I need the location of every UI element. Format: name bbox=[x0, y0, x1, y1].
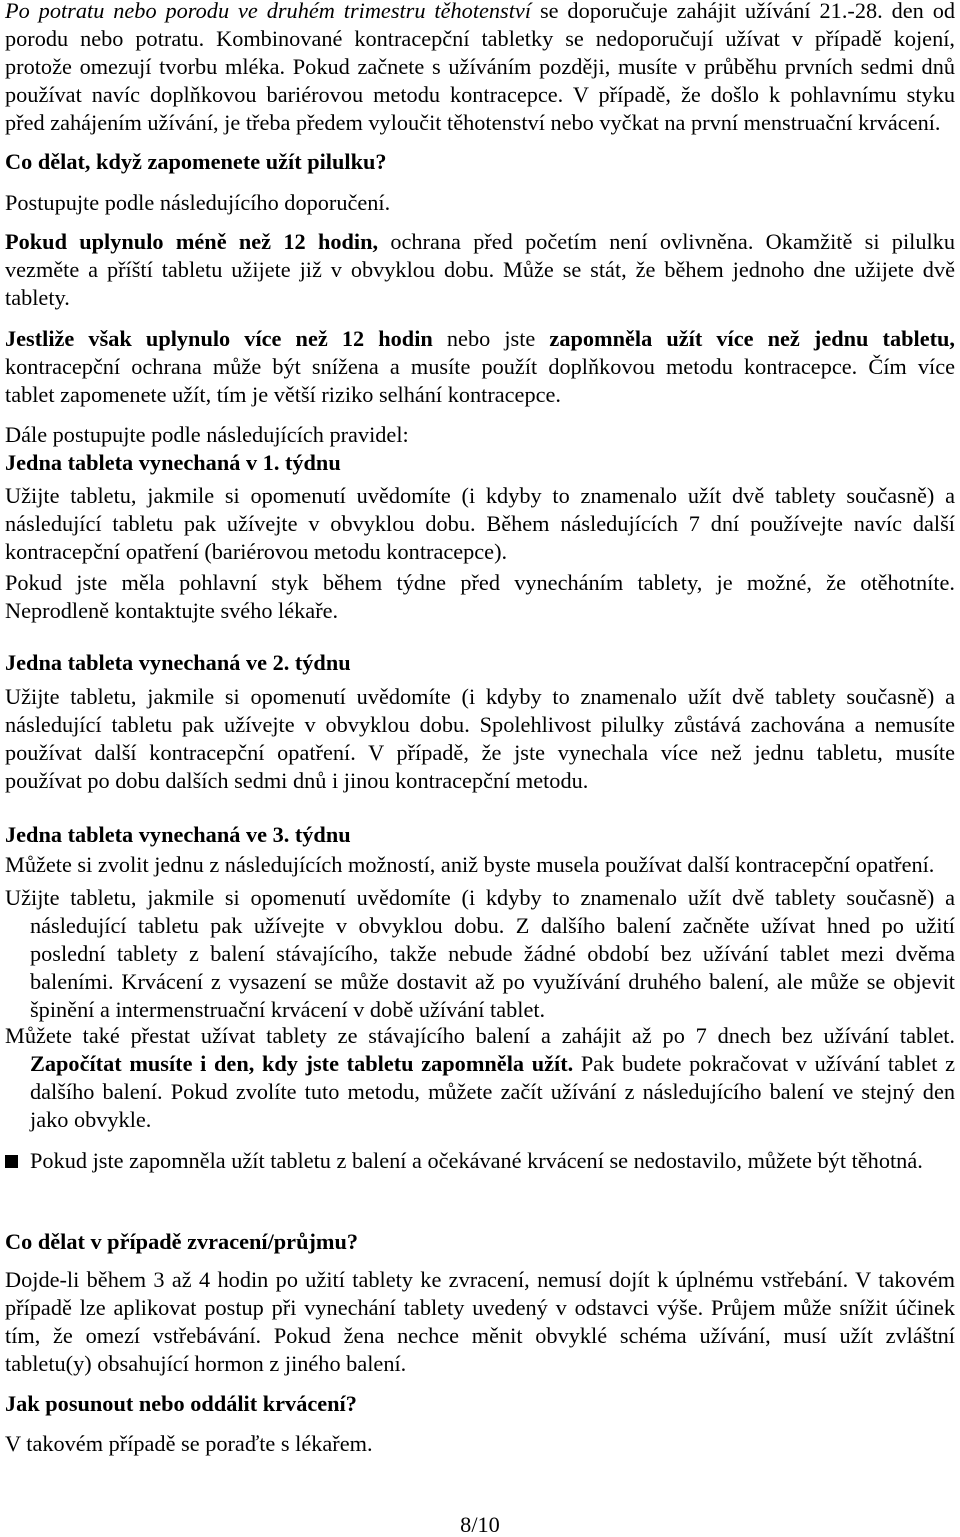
vomiting-paragraph bbox=[5, 1266, 955, 1378]
rules-intro-text: Dále postupujte podle následujících pravidel: bbox=[5, 422, 409, 447]
bold-text: Jestliže však uplynulo více než 12 hodin bbox=[5, 326, 433, 351]
paragraph-line: tablet zapomenete užít, tím je větší riziko selhání kontracepce. bbox=[5, 382, 561, 407]
bold-text: Započítat musíte i den, kdy jste tabletu zapomněla užít. bbox=[30, 1051, 574, 1076]
paragraph-line: baleními. Krvácení z vysazení se může dostavit až po využívání druhého balení, ale může se objevit bbox=[30, 969, 955, 994]
section-heading-missed-pill: Co dělat, když zapomenete užít pilulku? bbox=[5, 149, 387, 174]
week-2-paragraph bbox=[5, 683, 955, 795]
section-heading-postpone-bleeding: Jak posunout nebo oddálit krvácení? bbox=[5, 1391, 357, 1416]
paragraph-line: Můžete také přestat užívat tablety ze stávajícího balení a zahájit až po 7 dnech bez užívání tablet. bbox=[5, 1023, 955, 1048]
paragraph-line: porodu nebo potratu. Kombinované kontracepční tabletky se nedoporučují užívat v případě kojení, bbox=[5, 26, 955, 51]
less-than-12h-paragraph bbox=[5, 228, 955, 312]
text-run: Pak budete pokračovat v užívání tablet z bbox=[573, 1051, 955, 1076]
week-3-option bbox=[5, 1022, 955, 1134]
text-run: se doporučuje zahájit užívání 21.-28. den od bbox=[531, 0, 956, 23]
square-bullet-icon bbox=[5, 1155, 18, 1168]
week-1-paragraph bbox=[5, 482, 955, 566]
paragraph-line: špinění a intermenstruační krvácení v době užívání tablet. bbox=[30, 997, 546, 1022]
paragraph-line: Užijte tabletu, jakmile si opomenutí uvědomíte (i kdyby to znamenalo užít dvě tablety současně) a bbox=[5, 885, 955, 910]
paragraph-line: tablety. bbox=[5, 285, 70, 310]
paragraph-line: následující tabletu pak užívejte v obvyklou dobu. Spolehlivost pilulky zůstává zachována a nemusíte bbox=[5, 712, 955, 737]
week-1-paragraph bbox=[5, 569, 955, 625]
paragraph-line: poslední tablety z balení stávajícího, takže nebude žádné období bez užívání tablet mezi dvěma bbox=[30, 941, 955, 966]
pregnancy-note bbox=[5, 1147, 955, 1175]
text-run: ochrana před početím není ovlivněna. Okamžitě si pilulku bbox=[378, 229, 955, 254]
paragraph-line: protože omezují tvorbu mléka. Pokud začnete s užíváním později, musíte v průběhu prvních sedmi dnů bbox=[5, 54, 955, 79]
paragraph-line: vezměte a příští tabletu užijete již v obvyklou dobu. Může se stát, že během jednoho dne užijete dvě bbox=[5, 257, 955, 282]
paragraph-line: používat další kontracepční opatření. V případě, že jste vynechala více než jednu tabletu, musíte bbox=[5, 740, 955, 765]
paragraph-line: Neprodleně kontaktujte svého lékaře. bbox=[5, 598, 339, 623]
italic-text: Po potratu nebo porodu ve druhém trimestru těhotenství bbox=[5, 0, 532, 23]
paragraph-line: používat navíc doplňkovou bariérovou metodu kontracepce. V případě, že došlo k pohlavnímu styku bbox=[5, 82, 955, 107]
paragraph-line bbox=[30, 1050, 955, 1078]
bold-text: zapomněla užít více než jednu tabletu, bbox=[549, 326, 955, 351]
page-number: 8/10 bbox=[460, 1512, 500, 1537]
paragraph-line: dalšího balení. Pokud zvolíte tuto metodu, můžete začít užívání z následujícího balení ve stejný den bbox=[30, 1079, 955, 1104]
more-than-12h-paragraph bbox=[5, 325, 955, 409]
pregnancy-note-text: Pokud jste zapomněla užít tabletu z balení a očekávané krvácení se nedostavilo, můžete být těhotná. bbox=[30, 1148, 923, 1173]
paragraph-line: kontracepční ochrana může být snížena a musíte použít doplňkovou metodu kontracepce. Čím více bbox=[5, 354, 955, 379]
section-heading-vomiting: Co dělat v případě zvracení/průjmu? bbox=[5, 1229, 359, 1254]
paragraph-line bbox=[5, 228, 955, 256]
paragraph-line: Užijte tabletu, jakmile si opomenutí uvědomíte (i kdyby to znamenalo užít dvě tablety současně) a bbox=[5, 684, 955, 709]
paragraph-line: Užijte tabletu, jakmile si opomenutí uvědomíte (i kdyby to znamenalo užít dvě tablety současně) a bbox=[5, 483, 955, 508]
instruction-text: Postupujte podle následujícího doporučení. bbox=[5, 190, 391, 215]
week-1-heading: Jedna tableta vynechaná v 1. týdnu bbox=[5, 450, 341, 475]
paragraph-line: před zahájením užívání, je třeba předem vyloučit těhotenství nebo vyčkat na první menstruační krvácení. bbox=[5, 110, 941, 135]
paragraph-line: následující tabletu pak užívejte v obvyklou dobu. Z dalšího balení začněte užívat hned po užití bbox=[30, 913, 955, 938]
paragraph-line: tabletu(y) obsahující hormon z jiného balení. bbox=[5, 1351, 407, 1376]
paragraph-line bbox=[5, 0, 955, 25]
paragraph-line: Pokud jste měla pohlavní styk během týdne před vynecháním tablety, je možné, že otěhotníte. bbox=[5, 570, 955, 595]
week-3-intro: Můžete si zvolit jednu z následujících možností, aniž byste musela používat další kontracepční opatření. bbox=[5, 852, 935, 877]
paragraph-line: tím, že omezí vstřebávání. Pokud žena nechce měnit obvyklé schéma užívání, musí užít zvláštní bbox=[5, 1323, 955, 1348]
week-2-heading: Jedna tableta vynechaná ve 2. týdnu bbox=[5, 650, 351, 675]
paragraph-line bbox=[5, 325, 955, 353]
paragraph-line: kontracepční opatření (bariérovou metodu kontracepce). bbox=[5, 539, 508, 564]
paragraph-line: používat po dobu dalších sedmi dnů i jinou kontracepční metodu. bbox=[5, 768, 589, 793]
postpone-bleeding-text: V takovém případě se poraďte s lékařem. bbox=[5, 1431, 373, 1456]
intro-paragraph bbox=[5, 0, 955, 137]
bold-text: Pokud uplynulo méně než 12 hodin, bbox=[5, 229, 379, 254]
text-run: nebo jste bbox=[432, 326, 550, 351]
week-3-heading: Jedna tableta vynechaná ve 3. týdnu bbox=[5, 822, 351, 847]
paragraph-line: Dojde-li během 3 až 4 hodin po užití tablety ke zvracení, nemusí dojít k úplnému vstřebání. V takovém bbox=[5, 1267, 955, 1292]
week-3-option bbox=[5, 884, 955, 1024]
paragraph-line: případě lze aplikovat postup při vynechání tablety uvedený v odstavci výše. Průjem může snížit účinek bbox=[5, 1295, 955, 1320]
paragraph-line: jako obvykle. bbox=[30, 1107, 152, 1132]
paragraph-line: následující tabletu pak užívejte v obvyklou dobu. Během následujících 7 dní používejte navíc další bbox=[5, 511, 955, 536]
